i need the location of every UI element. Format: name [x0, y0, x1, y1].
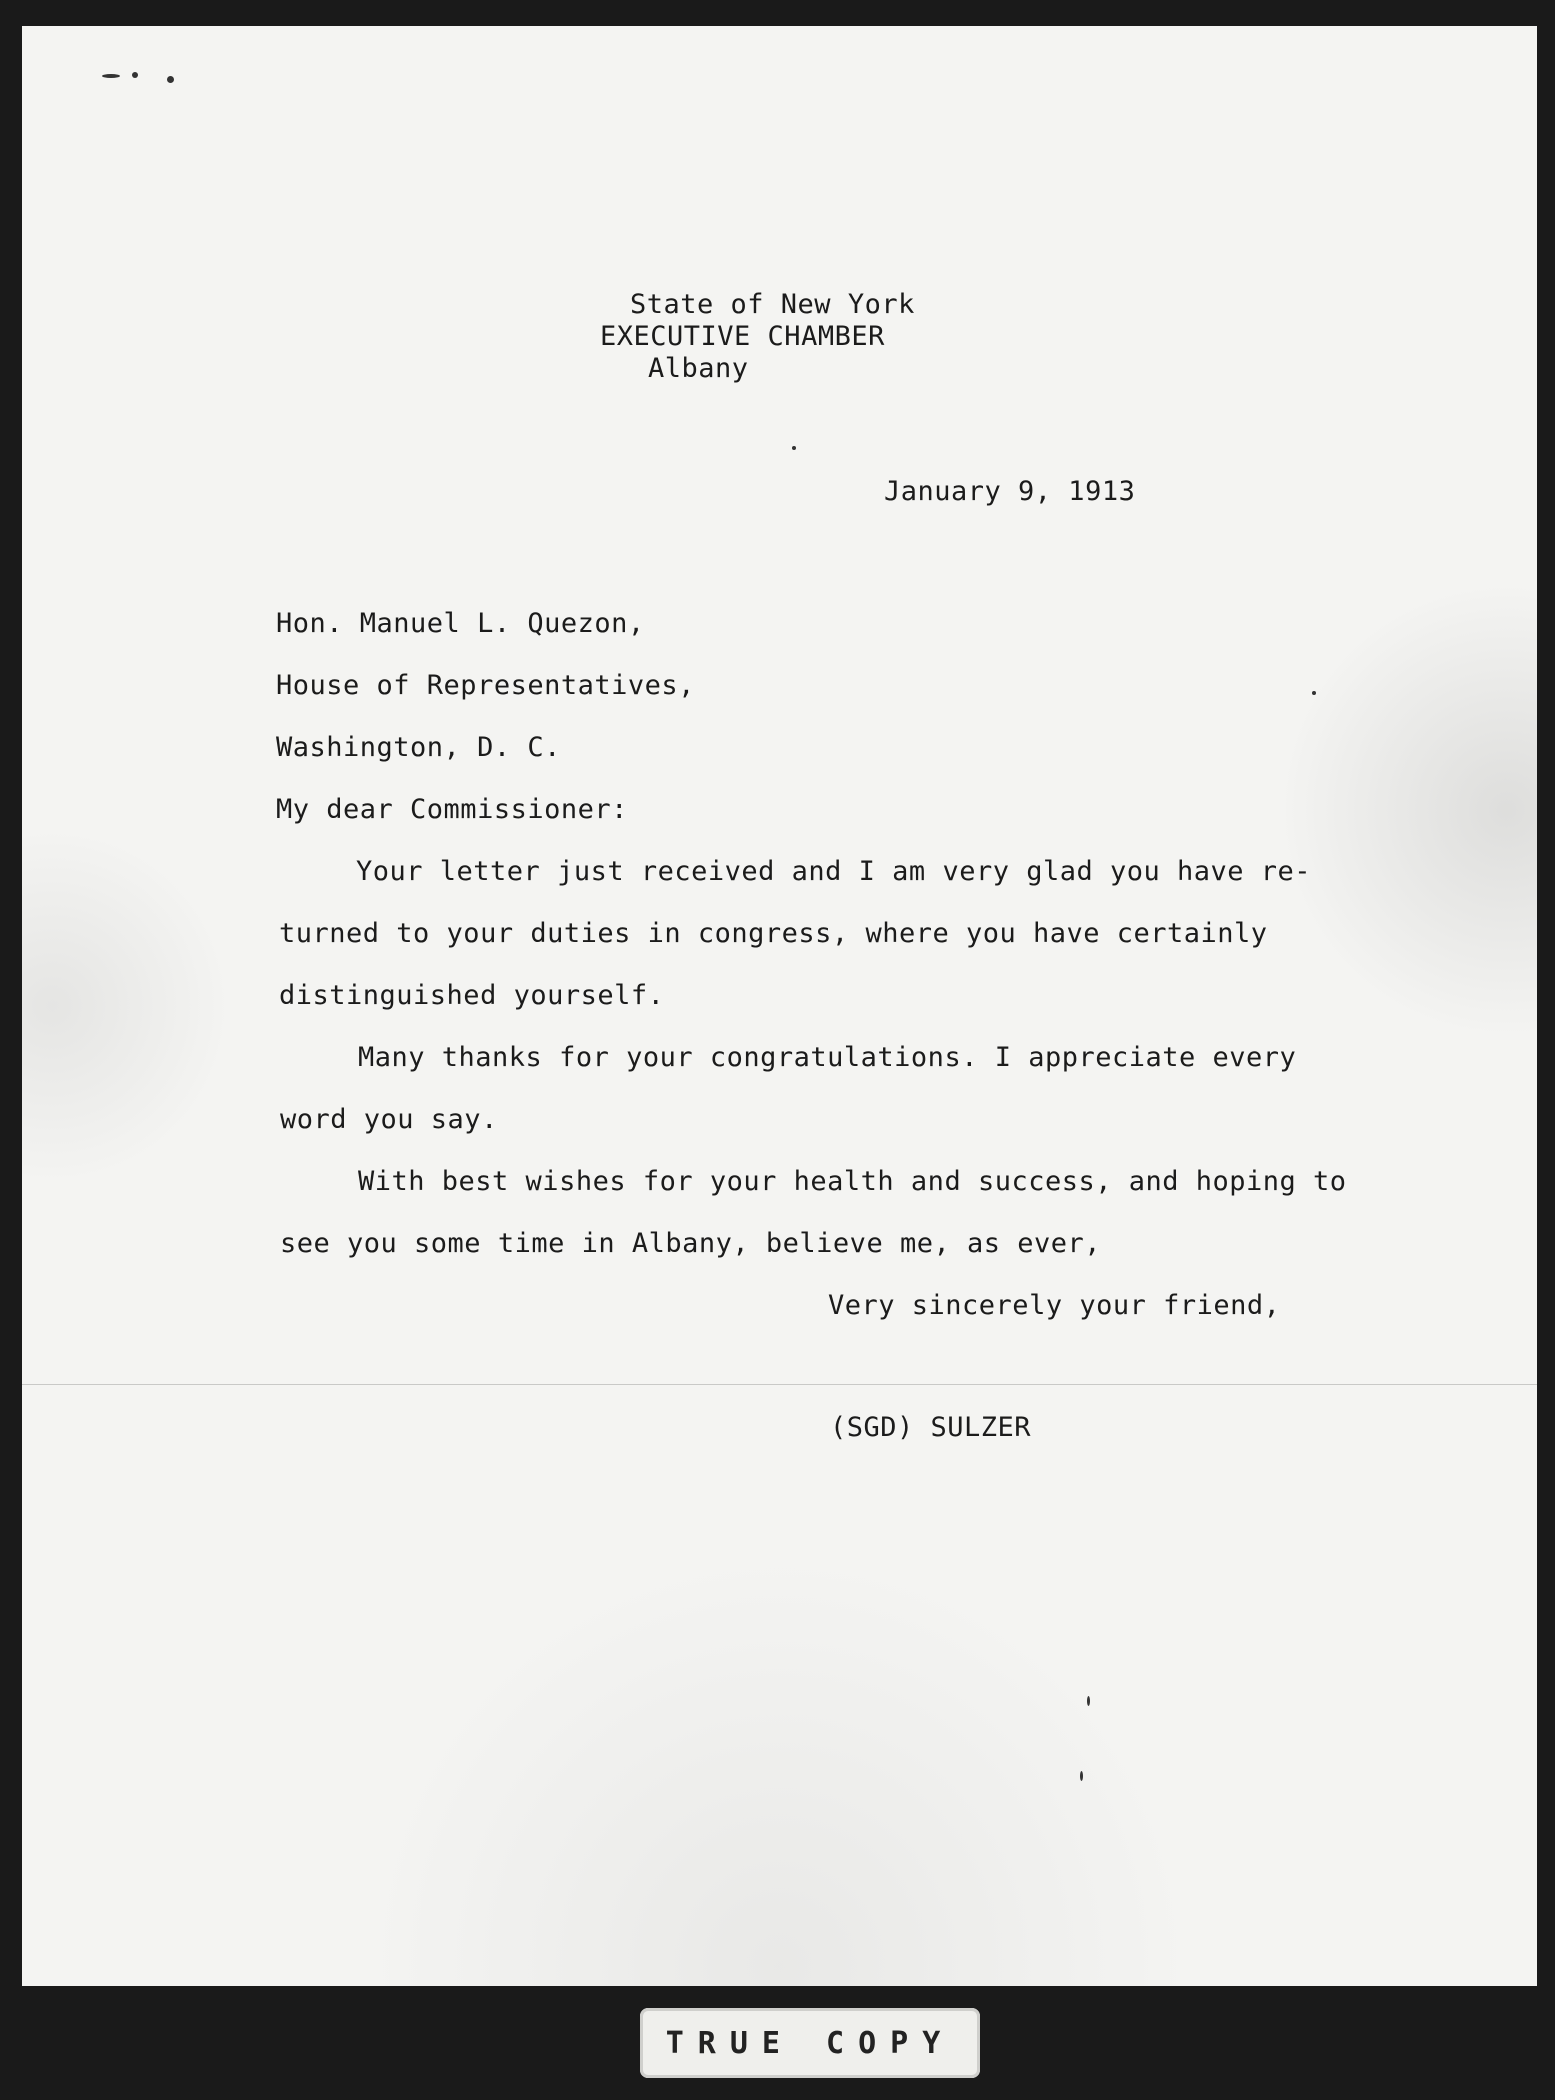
body-line: word you say.: [280, 1104, 498, 1135]
letter-page: [22, 26, 1537, 1986]
body-line: Many thanks for your congratulations. I appreciate every: [358, 1042, 1297, 1073]
letter-date: January 9, 1913: [884, 476, 1136, 507]
scan-mark: [132, 72, 138, 78]
scan-mark: [1087, 1696, 1090, 1706]
letterhead-state: State of New York: [630, 289, 915, 320]
body-line: turned to your duties in congress, where you have certainly: [279, 918, 1268, 949]
letterhead-city: Albany: [648, 353, 749, 384]
signature: (SGD) SULZER: [830, 1412, 1032, 1443]
scan-mark: [167, 76, 174, 83]
recipient-name: Hon. Manuel L. Quezon,: [276, 608, 645, 639]
salutation: My dear Commissioner:: [276, 794, 628, 825]
recipient-city: Washington, D. C.: [276, 732, 561, 763]
body-line: Your letter just received and I am very glad you have re-: [356, 856, 1312, 887]
stamp-text: TRUE COPY: [665, 2025, 955, 2061]
closing: Very sincerely your friend,: [828, 1290, 1281, 1321]
recipient-office: House of Representatives,: [276, 670, 695, 701]
body-line: distinguished yourself.: [279, 980, 665, 1011]
letterhead-chamber: EXECUTIVE CHAMBER: [600, 321, 885, 352]
scan-mark: [1080, 1771, 1083, 1781]
fold-line: [22, 1384, 1537, 1385]
scan-mark: [102, 74, 120, 78]
true-copy-stamp: [640, 2008, 980, 2078]
scan-mark: [792, 446, 796, 450]
body-line: With best wishes for your health and success, and hoping to: [358, 1166, 1347, 1197]
body-line: see you some time in Albany, believe me, as ever,: [280, 1228, 1102, 1259]
scan-mark: [1312, 691, 1316, 695]
